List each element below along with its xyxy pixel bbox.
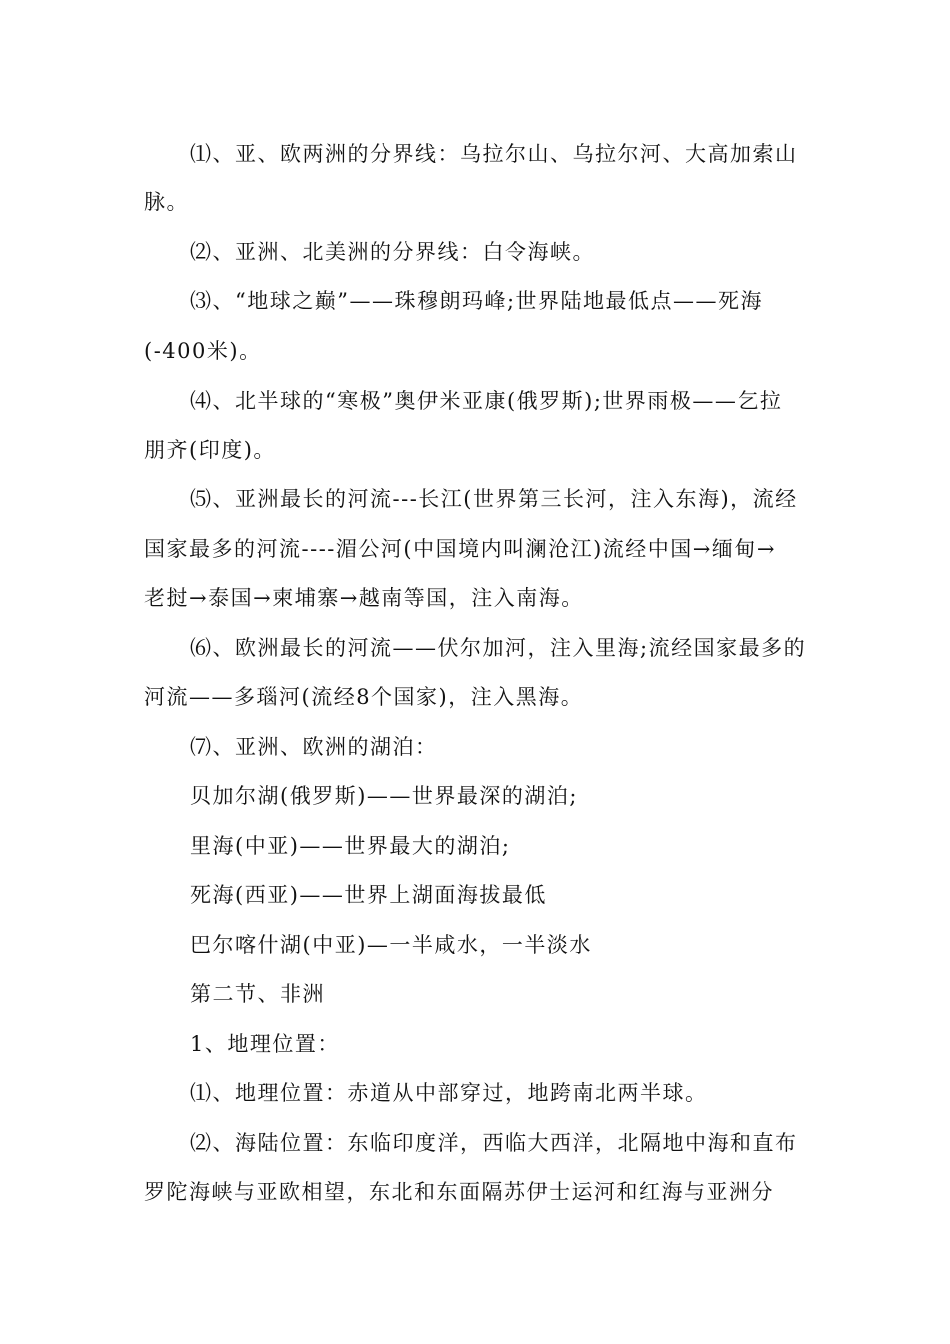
dead-sea-line: 死海(西亚)——世界上湖面海拔最低 xyxy=(190,883,547,907)
caspian-sea-line: 里海(中亚)——世界最大的湖泊; xyxy=(190,834,511,858)
paragraph-6-line-1: ⑹、欧洲最长的河流——伏尔加河，注入里海;流经国家最多的 xyxy=(190,636,807,660)
paragraph-7-line-1: ⑺、亚洲、欧洲的湖泊： xyxy=(190,735,438,759)
paragraph-4-line-1: ⑷、北半球的“寒极”奥伊米亚康(俄罗斯);世界雨极——乞拉 xyxy=(190,389,783,413)
paragraph-5-line-3: 老挝→泰国→柬埔寨→越南等国，注入南海。 xyxy=(144,586,584,610)
paragraph-3-line-1: ⑶、“地球之巅”——珠穆朗玛峰;世界陆地最低点——死海 xyxy=(190,289,764,313)
paragraph-1-line-1: ⑴、亚、欧两洲的分界线：乌拉尔山、乌拉尔河、大高加索山 xyxy=(190,142,798,166)
paragraph-2-line-1: ⑵、亚洲、北美洲的分界线：白令海峡。 xyxy=(190,240,595,264)
paragraph-5-line-2: 国家最多的河流----湄公河(中国境内叫澜沧江)流经中国→缅甸→ xyxy=(144,537,776,561)
paragraph-5-line-1: ⑸、亚洲最长的河流---长江(世界第三长河，注入东海)，流经 xyxy=(190,487,798,511)
lake-balkhash-line: 巴尔喀什湖(中亚)—一半咸水，一半淡水 xyxy=(190,933,592,957)
paragraph-9-line-2: 罗陀海峡与亚欧相望，东北和东面隔苏伊士运河和红海与亚洲分 xyxy=(144,1180,774,1204)
paragraph-3-line-2: (-400米)。 xyxy=(144,339,262,363)
paragraph-9-line-1: ⑵、海陆位置：东临印度洋，西临大西洋，北隔地中海和直布 xyxy=(190,1131,798,1155)
lake-baikal-line: 贝加尔湖(俄罗斯)——世界最深的湖泊; xyxy=(190,784,578,808)
paragraph-4-line-2: 朋齐(印度)。 xyxy=(144,438,276,462)
subheading-location: 1、地理位置： xyxy=(190,1032,340,1056)
section-heading-africa: 第二节、非洲 xyxy=(190,982,325,1006)
paragraph-1-line-2: 脉。 xyxy=(144,190,189,214)
paragraph-8-line-1: ⑴、地理位置：赤道从中部穿过，地跨南北两半球。 xyxy=(190,1081,708,1105)
paragraph-6-line-2: 河流——多瑙河(流经8个国家)，注入黑海。 xyxy=(144,685,584,709)
